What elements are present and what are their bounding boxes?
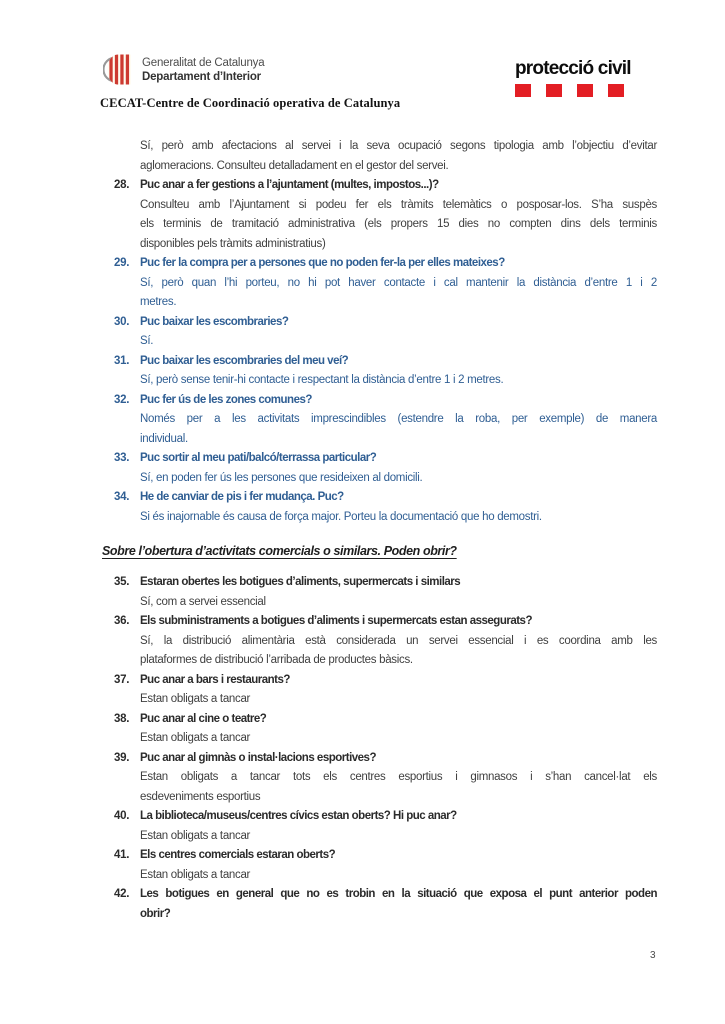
faq-body (140, 176, 657, 254)
faq-answer (140, 593, 657, 613)
faq-question (140, 846, 657, 866)
answer-line: aglomeracions. Consulteu detalladament en el gestor del servei. (140, 159, 449, 172)
generalitat-logo (103, 51, 264, 88)
faq-body (140, 573, 657, 612)
faq-body (140, 488, 657, 527)
faq-number: 34. (114, 491, 130, 503)
answer-line: Sí, com a servei essencial (140, 595, 266, 608)
faq-question-line: Puc sortir al meu pati/balcó/terrassa particular? (140, 452, 377, 464)
answer-line: Sí, però amb afectacions al servei i la seva ocupació segons tipologia amb l’objectiu d’evitar (140, 140, 657, 152)
faq-body (140, 391, 657, 450)
faq-item (100, 449, 657, 488)
answer-line: Sí, en poden fer ús les persones que resideixen al domicili. (140, 471, 423, 484)
brand-square-icon (546, 84, 562, 97)
faq-item (100, 671, 657, 710)
faq-question-line: Puc fer ús de les zones comunes? (140, 393, 312, 406)
answer-continuation (140, 137, 657, 176)
proteccio-civil-label: protecció civil (515, 58, 631, 79)
faq-number: 38. (114, 712, 130, 725)
faq-number: 33. (114, 452, 130, 464)
faq-question (140, 254, 657, 274)
faq-item (100, 391, 657, 450)
faq-number: 28. (114, 179, 130, 191)
faq-body (140, 846, 657, 885)
faq-question (140, 313, 657, 333)
generalitat-shield-icon (103, 51, 134, 88)
faq-question-line: Estaran obertes les botigues d’aliments, supermercats i similars (140, 576, 461, 588)
faq-number: 36. (114, 615, 130, 627)
faq-number: 29. (114, 257, 130, 269)
brand-square-icon (577, 84, 593, 97)
gencat-line1: Generalitat de Catalunya (142, 57, 265, 69)
faq-number: 42. (114, 888, 130, 900)
faq-number: 40. (114, 810, 130, 822)
org-title: CECAT-Centre de Coordinació operativa de Catalunya (100, 96, 401, 110)
faq-question-line: obrir? (140, 907, 171, 920)
faq-answer (140, 371, 657, 391)
faq-number: 39. (114, 751, 130, 764)
faq-question-line: Puc fer la compra per a persones que no poden fer-la per elles mateixes? (140, 257, 505, 269)
faq-question (140, 710, 657, 730)
faq-body (140, 671, 657, 710)
faq-content (100, 137, 657, 924)
faq-answer (140, 690, 657, 710)
faq-body (140, 352, 657, 391)
answer-line: Sí, però sense tenir-hi contacte i respectant la distància d’entre 1 i 2 metres. (140, 374, 504, 386)
faq-body (140, 612, 657, 671)
faq-body (140, 710, 657, 749)
faq-question-line: Puc baixar les escombraries del meu veí? (140, 354, 349, 367)
faq-answer (140, 469, 657, 489)
faq-body (140, 807, 657, 846)
faq-body (140, 254, 657, 313)
faq-answer (140, 729, 657, 749)
faq-question-line: Les botigues en general que no es trobin en la situació que exposa el punt anterior poden (140, 888, 657, 900)
answer-line: Consulteu amb l’Ajuntament si podeu fer els tràmits telemàtics o posposar-los. S’ha suspès (140, 198, 657, 211)
faq-item (100, 749, 657, 808)
faq-question-line: Els subministraments a botigues d’aliments i supermercats estan assegurats? (140, 615, 532, 627)
answer-line: disponibles pels tràmits administratius) (140, 237, 326, 250)
faq-answer (140, 332, 657, 352)
faq-number: 32. (114, 393, 130, 406)
answer-line: plataformes de distribució l’arribada de productes bàsics. (140, 654, 413, 666)
faq-item (100, 710, 657, 749)
faq-answer (140, 508, 657, 528)
faq-answer (140, 827, 657, 847)
faq-body (140, 313, 657, 352)
faq-number: 41. (114, 849, 130, 861)
answer-line: Sí, la distribució alimentària està considerada un servei essencial i es coordina amb les (140, 634, 657, 647)
faq-question-line: Puc baixar les escombraries? (140, 315, 289, 328)
faq-item (100, 313, 657, 352)
faq-number: 37. (114, 673, 130, 686)
faq-question-line: Puc anar al cine o teatre? (140, 712, 267, 725)
faq-list-2 (100, 573, 657, 924)
faq-question (140, 176, 657, 196)
faq-number: 35. (114, 576, 130, 588)
faq-body (140, 749, 657, 808)
faq-item (100, 885, 657, 924)
faq-question-line: Puc anar al gimnàs o instal·lacions esportives? (140, 751, 376, 764)
answer-line: individual. (140, 432, 188, 445)
answer-line: Estan obligats a tancar (140, 693, 251, 705)
answer-line: Estan obligats a tancar (140, 732, 251, 744)
faq-question-line: Els centres comercials estaran oberts? (140, 849, 336, 861)
answer-line: esdeveniments esportius (140, 790, 261, 803)
faq-item (100, 488, 657, 527)
faq-question-line: Puc anar a fer gestions a l’ajuntament (multes, impostos...)? (140, 179, 439, 191)
faq-item (100, 612, 657, 671)
faq-item (100, 352, 657, 391)
answer-line: Sí, però quan l’hi porteu, no hi pot haver contacte i cal mantenir la distància d’entre 1 i 2 (140, 276, 657, 289)
faq-list-1 (100, 176, 657, 527)
answer-line: Si és inajornable és causa de força major. Porteu la documentació que ho demostri. (140, 510, 542, 523)
faq-question-line: Puc anar a bars i restaurants? (140, 673, 290, 686)
faq-item (100, 176, 657, 254)
faq-question (140, 352, 657, 372)
faq-question (140, 885, 657, 924)
faq-question (140, 671, 657, 691)
faq-answer (140, 410, 657, 449)
gencat-line2: Departament d’Interior (142, 71, 261, 83)
generalitat-logo-text (142, 51, 264, 88)
faq-number: 31. (114, 354, 130, 367)
faq-item (100, 254, 657, 313)
faq-item (100, 573, 657, 612)
faq-question (140, 612, 657, 632)
faq-question (140, 807, 657, 827)
faq-item (100, 846, 657, 885)
brand-square-icon (608, 84, 624, 97)
faq-body (140, 885, 657, 924)
page-number: 3 (650, 950, 656, 961)
faq-question-line: La biblioteca/museus/centres cívics estan oberts? Hi puc anar? (140, 810, 457, 822)
faq-answer (140, 866, 657, 886)
faq-body (140, 449, 657, 488)
proteccio-civil-logo (515, 57, 631, 97)
brand-square-icon (515, 84, 531, 97)
faq-answer (140, 274, 657, 313)
faq-question (140, 749, 657, 769)
answer-line: Estan obligats a tancar tots els centres esportius i gimnasos i s’han cancel·lat els (140, 771, 657, 783)
faq-item (100, 807, 657, 846)
faq-answer (140, 768, 657, 807)
faq-number: 30. (114, 315, 130, 328)
faq-question (140, 391, 657, 411)
faq-answer (140, 196, 657, 255)
faq-answer (140, 632, 657, 671)
faq-question (140, 488, 657, 508)
faq-question (140, 573, 657, 593)
answer-line: els terminis de tramitació administrativa (els propers 15 dies no compten dins dels terminis (140, 218, 657, 230)
brand-squares (515, 84, 631, 97)
section-heading: Sobre l’obertura d’activitats comercials o similars. Poden obrir? (102, 544, 457, 558)
answer-line: Estan obligats a tancar (140, 829, 251, 842)
faq-question-line: He de canviar de pis i fer mudança. Puc? (140, 491, 344, 503)
answer-line: Sí. (140, 335, 154, 347)
answer-line: Només per a les activitats imprescindibles (estendre la roba, per exemple) de manera (140, 413, 657, 425)
answer-line: metres. (140, 296, 177, 308)
faq-question (140, 449, 657, 469)
answer-line: Estan obligats a tancar (140, 868, 251, 881)
